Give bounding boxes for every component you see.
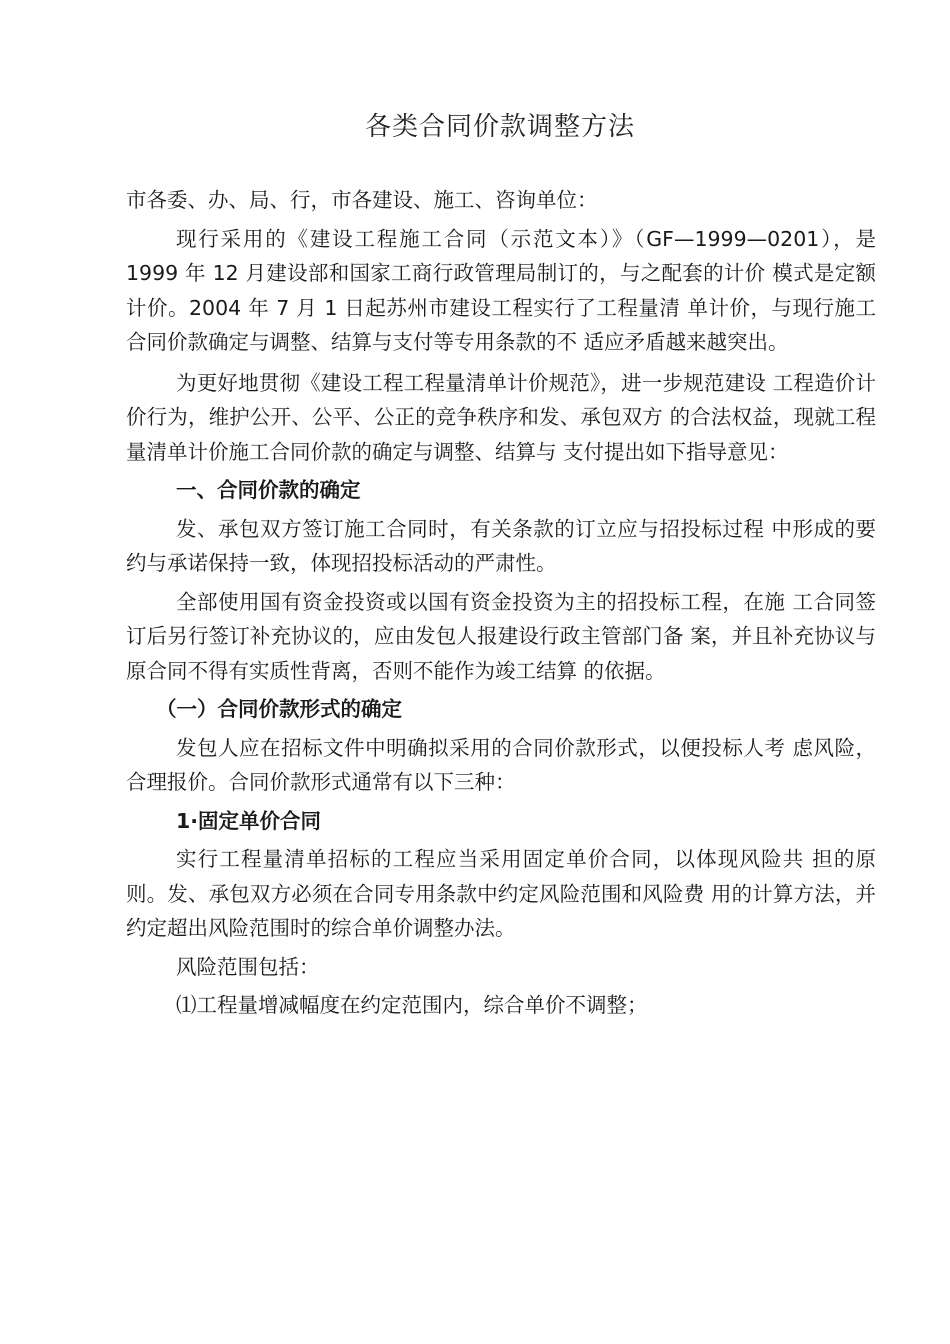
document-title: 各类合同价款调整方法 xyxy=(364,112,635,142)
paragraph-state-funded: 全部使用国有资金投资或以国有资金投资为主的招投标工程，在施 工合同签订后另行签订补充协议的，应由发包人报建设行政主管部门备 案，并且补充协议与原合同不得有实质性背离，否则不能作为竣工结算 的依据。 xyxy=(126,589,876,683)
paragraph-contract-background: 现行采用的《建设工程施工合同（示范文本）》（GF—1999—0201），是 1999 年 12 月建设部和国家工商行政管理局制订的，与之配套的计价 模式是定额计价。2004 年 7 月 1 日起苏州市建设工程实行了工程量清 单计价，与现行施工合同价款确定与调整、结算与支付等专用条款的不 适应矛盾越来越突出。 xyxy=(126,226,876,354)
paragraph-fixed-unit-price: 实行工程量清单招标的工程应当采用固定单价合同，以体现风险共 担的原则。发、承包双方必须在合同专用条款中约定风险范围和风险费 用的计算方法，并约定超出风险范围时的综合单价调整办法。 xyxy=(126,847,876,940)
paragraph-purpose: 为更好地贯彻《建设工程工程量清单计价规范》，进一步规范建设 工程造价计价行为，维护公开、公平、公正的竞争秩序和发、承包双方 的合法权益，现就工程量清单计价施工合同价款的确定与调整、结算与 支付提出如下指导意见： xyxy=(126,370,876,464)
document-body xyxy=(126,183,876,1023)
salutation: 市各委、办、局、行，市各建设、施工、咨询单位： xyxy=(126,188,598,212)
section-heading-price-determination: 一、合同价款的确定 xyxy=(176,478,361,502)
paragraph-price-form: 发包人应在招标文件中明确拟采用的合同价款形式，以便投标人考 虑风险，合理报价。合同价款形式通常有以下三种： xyxy=(126,735,876,794)
subsection-heading-price-form: （一）合同价款形式的确定 xyxy=(156,697,402,721)
paragraph-contract-signing: 发、承包双方签订施工合同时，有关条款的订立应与招投标过程 中形成的要约与承诺保持一致，体现招投标活动的严肃性。 xyxy=(126,516,876,575)
paragraph-risk-scope: 风险范围包括： xyxy=(176,954,320,979)
list-item-risk-1: ⑴工程量增减幅度在约定范围内，综合单价不调整； xyxy=(176,993,648,1017)
item-heading-fixed-unit-price: 1·固定单价合同 xyxy=(176,808,322,833)
